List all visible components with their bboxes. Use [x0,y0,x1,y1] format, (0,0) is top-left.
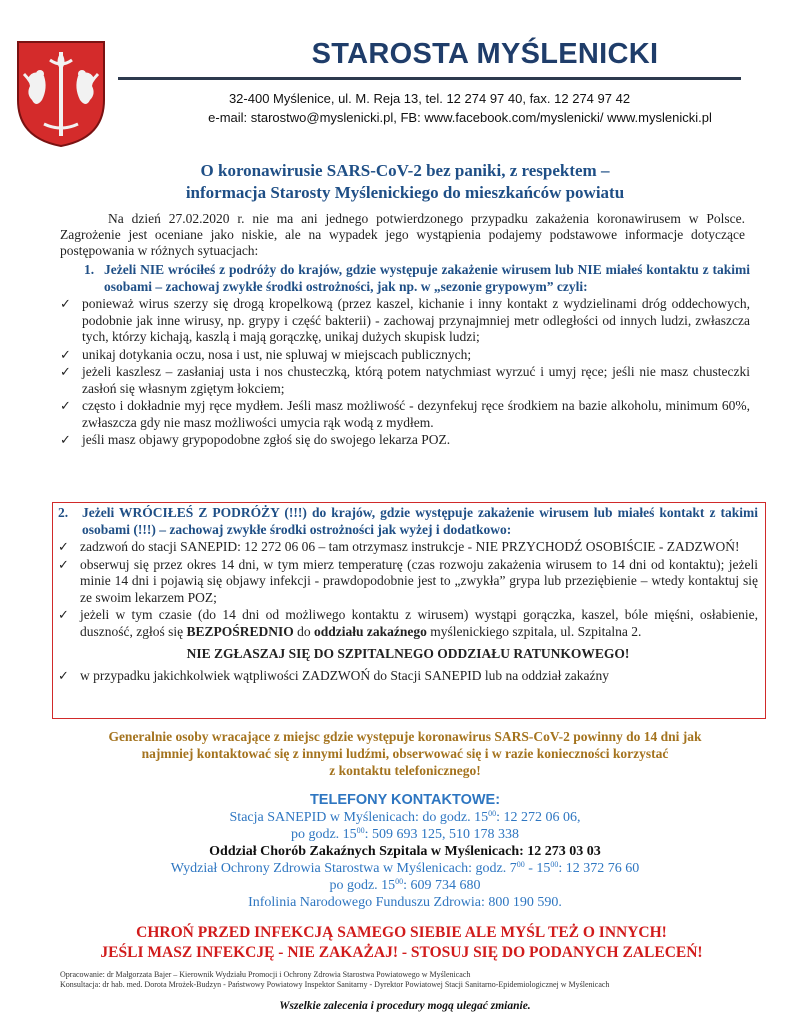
checkmark-icon: ✓ [58,667,69,683]
hospital-contact: Oddział Chorób Zakaźnych Szpitala w Myślenicach: 12 273 03 03 [209,844,601,859]
contact-sup: 00 [356,826,365,835]
section-1-heading [84,262,750,295]
list-item [60,347,750,364]
contact-sup: 00 [395,877,404,886]
document-title [60,160,750,204]
list-item [58,557,758,607]
list-item-text: obserwuj się przez okres 14 dni, w tym mierz temperaturę (czas rozwoju zakażenia wirusem to 14 dni od kontaktu); jeżeli minie 14 dni i pojawią się objawy infekcji - prawdopodobnie jest to „zwykła” grypa lub przeziębienie – wtedy kontaktuj się ze swoim lekarzem POZ; [80,556,758,605]
intro-text: Na dzień 27.02.2020 r. nie ma ani jednego potwierdzonego przypadku zakażenia koronawirusem w Polsce. Zagrożenie jest oceniane jako niskie, ale na wypadek jego wystąpienia podajemy podstawowe informacje dotyczące postępowania w różnych sytuacjach: [60,211,745,258]
checkmark-icon: ✓ [58,607,69,622]
section-1-heading-text: Jeżeli NIE wróciłeś z podróży do krajów, gdzie występuje zakażenie wirusem lub NIE miałeś kontaktu z takimi osobami – zachowaj zwykłe środki ostrożności, jak np. w „sezonie grypowym” czyli: [104,262,750,294]
document-title-line-1: O koronawirusie SARS-CoV-2 bez paniki, z respektem – [200,161,610,180]
contacts-title: TELEFONY KONTAKTOWE: [309,792,501,808]
list-item-text: unikaj dotykania oczu, nosa i ust, nie spluwaj w miejscach publicznych; [82,346,472,362]
sanepid-contact [60,809,750,826]
contact-text: po godz. 15 [290,827,357,842]
checkmark-icon: ✓ [58,539,69,554]
general-advice-line: najmniej kontaktować się z innymi ludźmi, obserwować się i w razie konieczności korzystać [141,746,669,761]
contact-text: : 12 372 76 60 [558,861,640,876]
section-2-heading-text: Jeżeli WRÓCIŁEŚ Z PODRÓŻY (!!!) do krajów, gdzie występuje zakażenie wirusem lub miałeś kontakt z takimi osobami (!!!) – zachowaj zwykłe środki ostrożności jak wyżej i dodatkowo: [82,505,758,537]
section-2-number: 2. [58,505,69,520]
final-warning [40,923,763,963]
footer-consulted-by: Konsultacja: dr hab. med. Dorota Mrożek-Budzyn - Państwowy Powiatowy Inspektor Sanitarny - Dyrektor Powiatowej Stacji Sanitarno-Epidemiologicznej w Myślenicach [60,980,610,989]
checkmark-icon: ✓ [60,432,71,447]
list-item-text: jeżeli kaszlesz – zasłaniaj usta i nos chusteczką, którą potem natychmiast wyrzuć i umyj ręce; jeśli nie masz chusteczki zasłoń się własnym zgiętym łokciem; [82,364,750,396]
section-2 [58,505,758,684]
footer-credits [60,970,750,990]
header-address: 32-400 Myślenice, ul. M. Reja 13, tel. 12 274 97 40, fax. 12 274 97 42 [228,91,631,106]
health-dept-contact [60,860,750,877]
intro-paragraph [60,211,745,259]
contact-text: : 509 693 125, 510 178 338 [364,827,520,842]
section-2-heading [58,505,758,538]
list-item-text: często i dokładnie myj ręce mydłem. Jeśli masz możliwość - dezynfekuj ręce środkiem na bazie alkoholu, minimum 60%, zwłaszcza gdy nie masz możliwości umycia rąk wodą z mydłem. [82,398,750,430]
general-advice-line: Generalnie osoby wracające z miejsc gdzie występuje koronawirus SARS-CoV-2 powinny do 14 dni jak [108,729,702,744]
general-advice [60,728,750,779]
header-contact-line: e-mail: starostwo@myslenicki.pl, FB: www.facebook.com/myslenicki/ www.myslenicki.pl [208,110,712,125]
checkmark-icon: ✓ [60,364,71,379]
list-item-text [80,607,758,640]
final-warning-line: CHROŃ PRZED INFEKCJĄ SAMEGO SIEBIE ALE MYŚL TEŻ O INNYCH! [136,924,667,941]
final-warning-line: JEŚLI MASZ INFEKCJĘ - NIE ZAKAŻAJ! - STOSUJ SIĘ DO PODANYCH ZALECEŃ! [100,944,703,961]
contact-text: - 15 [524,861,551,876]
list-item [58,539,758,556]
list-item [60,364,750,397]
header-divider [118,77,741,80]
list-item [60,432,750,449]
document-title-line-2: informacja Starosty Myślenickiego do mieszkańców powiatu [185,183,625,202]
list-item-text: jeśli masz objawy grypopodobne zgłoś się do swojego lekarza POZ. [82,432,451,447]
general-advice-line: z kontaktu telefonicznego! [329,763,481,778]
checkmark-icon: ✓ [60,398,71,413]
contact-sup: 00 [488,809,497,818]
contact-text: Stacja SANEPID w Myślenicach: do godz. 15 [229,810,489,825]
coat-of-arms-logo [14,38,108,148]
section-1-number: 1. [84,262,95,277]
footer-note: Wszelkie zalecenia i procedury mogą ulegać zmianie. [279,1000,531,1012]
list-item-text: w przypadku jakichkolwiek wątpliwości ZADZWOŃ do Stacji SANEPID lub na oddział zakaźny [80,667,609,683]
sanepid-contact-after-hours [60,826,750,843]
er-warning: NIE ZGŁASZAJ SIĘ DO SZPITALNEGO ODDZIAŁU RATUNKOWEGO! [186,646,630,661]
list-item-text: ponieważ wirus szerzy się drogą kropelkową (przez kaszel, kichanie i inny kontakt z wydzielinami dróg oddechowych, podobnie jak inne wirusy, np. grypy i część bakterii) - zachowaj przynajmniej metr odległości od innych ludzi, zwłaszcza tych, którzy kichają, kaszlą i mają gorączkę, unikaj dużych skupisk ludzi; [82,296,750,344]
footer-prepared-by: Opracowanie: dr Małgorzata Bajer – Kierownik Wydziału Promocji i Ochrony Zdrowia Starostwa Powiatowego w Myślenicach [60,970,471,979]
nfz-hotline: Infolinia Narodowego Funduszu Zdrowia: 800 190 590. [248,895,562,910]
contact-text: po godz. 15 [329,878,396,893]
list-item [60,398,750,431]
checkmark-icon: ✓ [60,346,71,362]
list-item [58,607,758,640]
item-text-bold: oddziału zakaźnego [314,623,427,639]
header-title: STAROSTA MYŚLENICKI [311,38,659,70]
list-item [60,296,750,346]
item-text-bold: BEZPOŚREDNIO [186,623,294,639]
contact-sup: 00 [516,860,525,869]
contact-text: : 609 734 680 [403,878,481,893]
list-item [58,668,758,685]
item-text-part: do [293,623,315,639]
section-1 [60,262,750,449]
checkmark-icon: ✓ [60,296,71,311]
contact-text: : 12 272 06 06, [496,810,581,825]
contact-text: Wydział Ochrony Zdrowia Starostwa w Myślenicach: godz. 7 [170,861,517,876]
health-dept-contact-after-hours [60,877,750,894]
item-text-part: jeżeli w tym czasie (do 14 dni od możliwego kontaktu z wirusem) wystąpi gorączka, kaszel, bóle mięśni, osłabienie, duszność, zgłoś się [80,607,758,639]
checkmark-icon: ✓ [58,556,69,572]
contact-sup: 00 [550,860,559,869]
item-text-part: myślenickiego szpitala, ul. Szpitalna 2. [426,623,642,639]
contacts-section [60,792,750,911]
list-item-text: zadzwoń do stacji SANEPID: 12 272 06 06 – tam otrzymasz instrukcje - NIE PRZYCHODŹ OSOBIŚCIE - ZADZWOŃ! [80,539,740,554]
